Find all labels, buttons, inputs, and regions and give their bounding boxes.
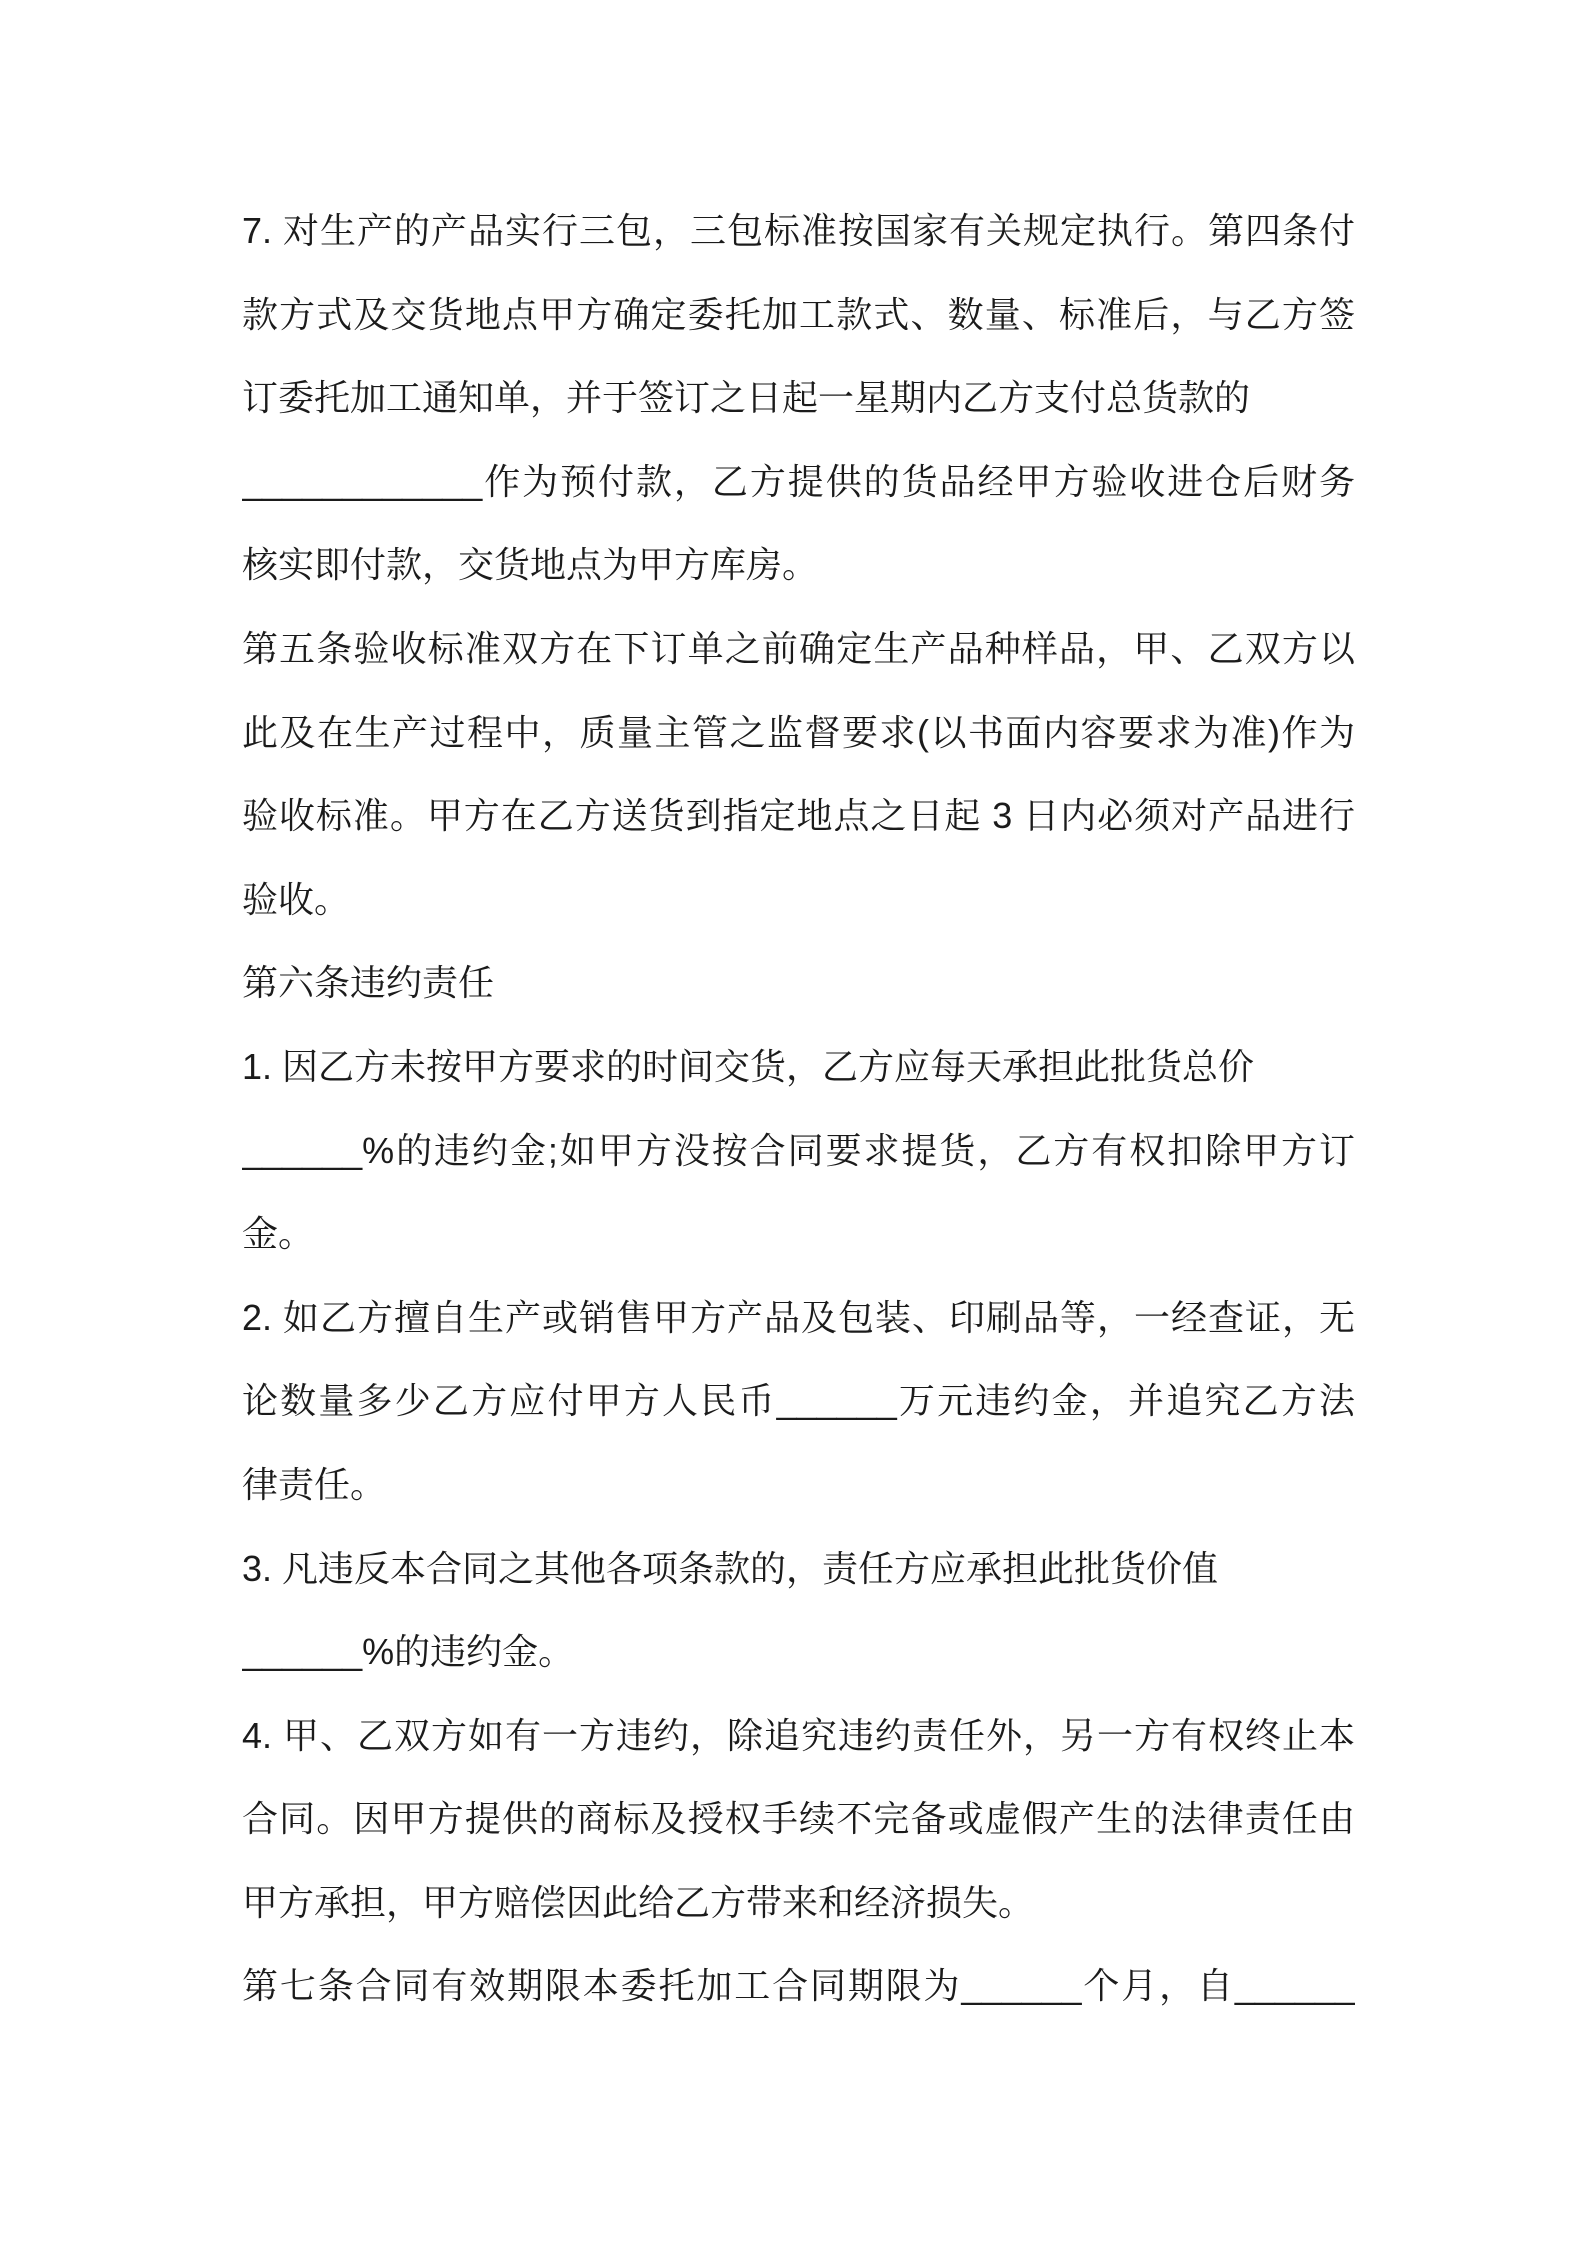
text-line: 论数量多少乙方应付甲方人民币______万元违约金，并追究乙方法: [242, 1380, 1355, 1422]
liability-item-2: [242, 1276, 1355, 1527]
clause-paragraph-payment: [242, 189, 1355, 607]
liability-item-3: [242, 1527, 1355, 1694]
text-line: 款方式及交货地点甲方确定委托加工款式、数量、标准后，与乙方签: [242, 293, 1355, 335]
text-line: 7. 对生产的产品实行三包，三包标准按国家有关规定执行。第四条付: [242, 210, 1355, 251]
text-line: 合同。因甲方提供的商标及授权手续不完备或虚假产生的法律责任由: [242, 1798, 1355, 1840]
liability-item-4: [242, 1694, 1355, 1945]
contract-body: [242, 189, 1355, 2028]
text-line: 律责任。: [242, 1463, 387, 1505]
text-line: 此及在生产过程中，质量主管之监督要求(以书面内容要求为准)作为: [242, 711, 1355, 753]
text-line: 2. 如乙方擅自生产或销售甲方产品及包装、印刷品等，一经查证，无: [242, 1296, 1355, 1338]
text-line: 验收标准。甲方在乙方送货到指定地点之日起 3 日内必须对产品进行: [242, 795, 1355, 837]
text-line: 第五条验收标准双方在下订单之前确定生产品种样品，甲、乙双方以: [242, 627, 1355, 669]
text-line: 验收。: [242, 878, 351, 920]
text-line: 核实即付款，交货地点为甲方库房。: [242, 544, 819, 586]
text-line: 第七条合同有效期限本委托加工合同期限为______个月，自______: [242, 1965, 1355, 2007]
text-line: 1. 因乙方未按甲方要求的时间交货，乙方应每天承担此批货总价: [242, 1045, 1255, 1087]
text-line: 甲方承担，甲方赔偿因此给乙方带来和经济损失。: [242, 1881, 1035, 1923]
text-line: 4. 甲、乙双方如有一方违约，除追究违约责任外，另一方有权终止本: [242, 1714, 1355, 1756]
text-line: ______%的违约金。: [242, 1631, 575, 1673]
text-line: 订委托加工通知单，并于签订之日起一星期内乙方支付总货款的: [242, 377, 1251, 419]
text-line: ____________作为预付款，乙方提供的货品经甲方验收进仓后财务: [242, 460, 1355, 502]
text-line: ______%的违约金;如甲方没按合同要求提货，乙方有权扣除甲方订: [242, 1129, 1355, 1171]
liability-item-1: [242, 1025, 1355, 1276]
clause-paragraph-term: [242, 1944, 1355, 2028]
section-heading: 第六条违约责任: [242, 962, 495, 1004]
clause-paragraph-acceptance: [242, 607, 1355, 941]
clause-heading-liability: [242, 941, 1355, 1025]
text-line: 3. 凡违反本合同之其他各项条款的，责任方应承担此批货价值: [242, 1547, 1219, 1589]
text-line: 金。: [242, 1213, 315, 1255]
